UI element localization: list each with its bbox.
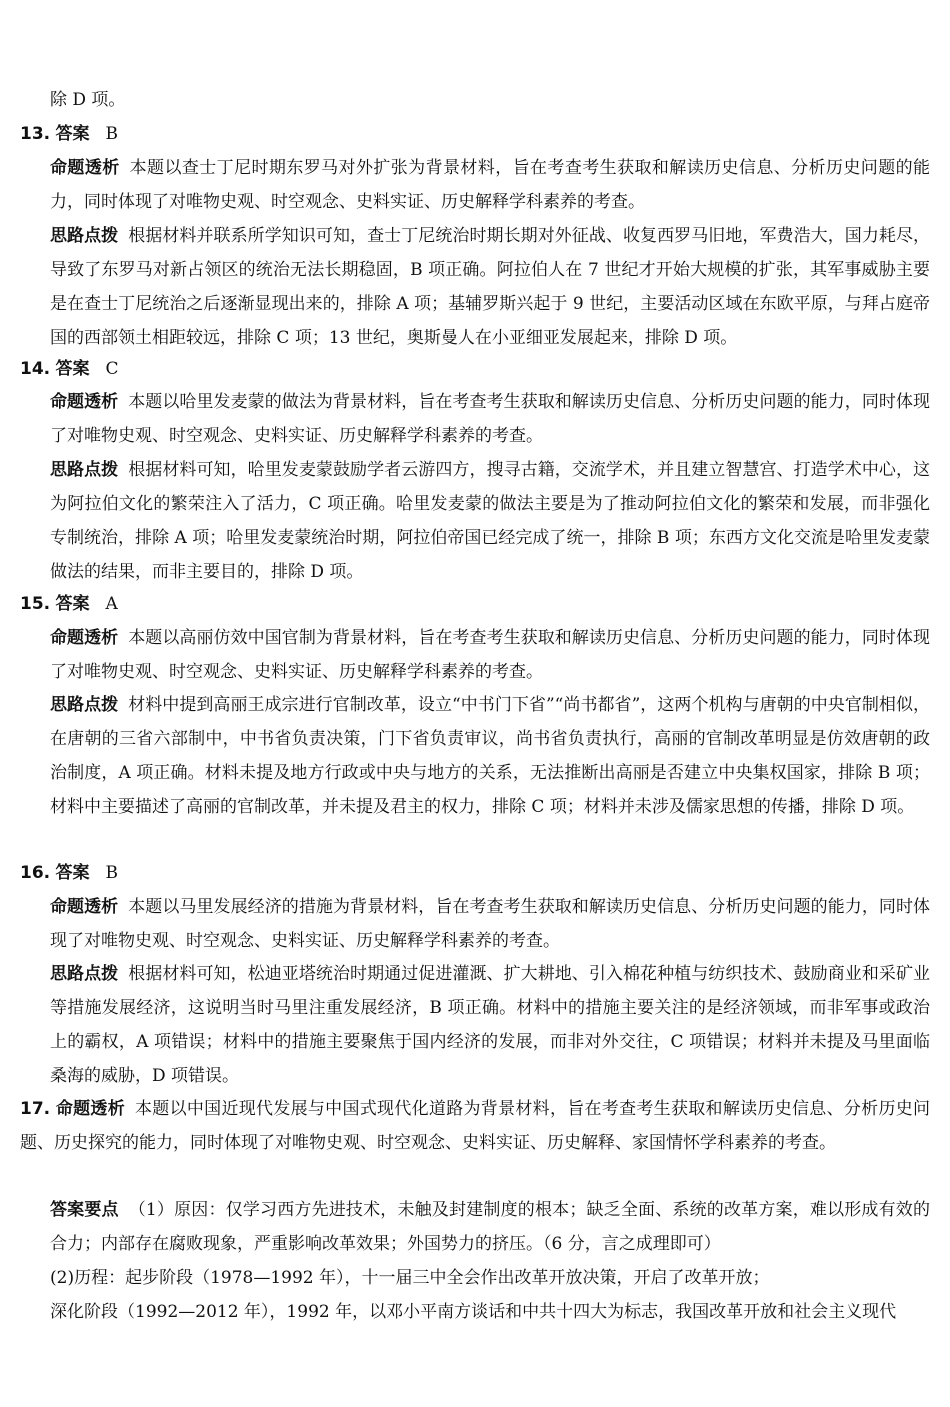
intent-text: 本题以高丽仿效中国官制为背景材料，旨在考查考生获取和解读历史信息、分析历史问题的能力，同时体现了对唯物史观、时空观念、史料实证、历史解释学科素养的考查。	[50, 628, 931, 682]
analysis-text: 根据材料并联系所学知识可知，查士丁尼统治时期长期对外征战、收复西罗马旧地，军费浩大，国力耗尽，导致了东罗马对新占领区的统治无法长期稳固，B 项正确。阿拉伯人在 7 世纪才开始大规模的扩张，其军事威胁主要是在查士丁尼统治之后逐渐显现出来的，排除 A 项；基辅罗斯兴起于 9 世纪，主要活动区域在东欧平原，与拜占庭帝国的西部领土相距较远，排除 C 项；13 世纪，奥斯曼人在小亚细亚发展起来，排除 D 项。	[50, 226, 931, 348]
item-14-intent	[50, 385, 930, 453]
answer-value: C	[105, 359, 119, 379]
item-17-intent	[20, 1092, 930, 1160]
answer-value: B	[105, 863, 119, 883]
answer-value: B	[105, 124, 119, 144]
item-16-analysis	[50, 957, 930, 1093]
answer-label: 答案	[55, 594, 90, 614]
analysis-text: 根据材料可知，松迪亚塔统治时期通过促进灌溉、扩大耕地、引入棉花种植与纺织技术、鼓励商业和采矿业等措施发展经济，这说明当时马里注重发展经济，B 项正确。材料中的措施主要关注的是经济领域，而非军事或政治上的霸权，A 项错误；材料中的措施主要聚焦于国内经济的发展，而非对外交往，C 项错误；材料并未提及马里面临桑海的威胁，D 项错误。	[50, 964, 931, 1086]
item-13-intent	[50, 151, 930, 219]
item-15-analysis	[50, 688, 930, 824]
intent-text: 本题以中国近现代发展与中国式现代化道路为背景材料，旨在考查考生获取和解读历史信息、分析历史问题、历史探究的能力，同时体现了对唯物史观、时空观念、史料实证、历史解释、家国情怀学科素养的考查。	[20, 1099, 931, 1153]
item-number: 17.	[20, 1099, 51, 1119]
analysis-label: 思路点拨	[50, 695, 119, 715]
item-13-answer-line	[20, 117, 930, 151]
intent-label: 命题透析	[50, 158, 120, 178]
continuation-line: 除 D 项。	[50, 90, 126, 110]
analysis-text: 材料中提到高丽王成宗进行官制改革，设立“中书门下省”“尚书都省”，这两个机构与唐朝的中央官制相似，在唐朝的三省六部制中，中书省负责决策，门下省负责审议，尚书省负责执行，高丽的官制改革明显是仿效唐朝的政治制度，A 项正确。材料未提及地方行政或中央与地方的关系，无法推断出高丽是否建立中央集权国家，排除 B 项；材料中主要描述了高丽的官制改革，并未提及君主的权力，排除 C 项；材料并未涉及儒家思想的传播，排除 D 项。	[50, 695, 931, 817]
intent-label: 命题透析	[50, 897, 119, 917]
answer-label: 答案	[55, 359, 90, 379]
item-16-answer-line	[20, 856, 930, 890]
intent-text: 本题以马里发展经济的措施为背景材料，旨在考查考生获取和解读历史信息、分析历史问题的能力，同时体现了对唯物史观、时空观念、史料实证、历史解释学科素养的考查。	[50, 897, 931, 951]
item-17-key-points-course: (2)历程：起步阶段（1978—1992 年），十一届三中全会作出改革开放决策，开启了改革开放；	[50, 1268, 770, 1288]
intent-text: 本题以查士丁尼时期东罗马对外扩张为背景材料，旨在考查考生获取和解读历史信息、分析历史问题的能力，同时体现了对唯物史观、时空观念、史料实证、历史解释学科素养的考查。	[50, 158, 931, 212]
item-16-intent	[50, 890, 930, 958]
item-number: 13.	[20, 124, 51, 144]
item-number: 14.	[20, 359, 51, 379]
item-14-answer-line	[20, 352, 930, 386]
answer-label: 答案	[55, 863, 90, 883]
intent-label: 命题透析	[50, 628, 119, 648]
intent-label: 命题透析	[55, 1099, 125, 1119]
item-number: 16.	[20, 863, 51, 883]
item-number: 15.	[20, 594, 51, 614]
key-points-label: 答案要点	[50, 1200, 119, 1220]
analysis-text: 根据材料可知，哈里发麦蒙鼓励学者云游四方，搜寻古籍，交流学术，并且建立智慧宫、打造学术中心，这为阿拉伯文化的繁荣注入了活力，C 项正确。哈里发麦蒙的做法主要是为了推动阿拉伯文化的繁荣和发展，而非强化专制统治，排除 A 项；哈里发麦蒙统治时期，阿拉伯帝国已经完成了统一，排除 B 项；东西方文化交流是哈里发麦蒙做法的结果，而非主要目的，排除 D 项。	[50, 460, 931, 582]
item-14-analysis	[50, 453, 930, 589]
item-13-analysis	[50, 219, 930, 355]
intent-label: 命题透析	[50, 392, 119, 412]
analysis-label: 思路点拨	[50, 460, 119, 480]
answer-label: 答案	[55, 124, 90, 144]
item-17-key-points	[50, 1193, 930, 1261]
analysis-label: 思路点拨	[50, 226, 119, 246]
key-points-text: （1）原因：仅学习西方先进技术，未触及封建制度的根本；缺乏全面、系统的改革方案，难以形成有效的合力；内部存在腐败现象，严重影响改革效果；外国势力的挤压。（6 分，言之成理即可）	[50, 1200, 930, 1254]
answer-value: A	[105, 594, 118, 614]
item-15-intent	[50, 621, 930, 689]
item-17-key-points-deepening: 深化阶段（1992—2012 年），1992 年，以邓小平南方谈话和中共十四大为标志，我国改革开放和社会主义现代	[50, 1302, 897, 1322]
analysis-label: 思路点拨	[50, 964, 119, 984]
item-15-answer-line	[20, 587, 930, 621]
intent-text: 本题以哈里发麦蒙的做法为背景材料，旨在考查考生获取和解读历史信息、分析历史问题的能力，同时体现了对唯物史观、时空观念、史料实证、历史解释学科素养的考查。	[50, 392, 931, 446]
